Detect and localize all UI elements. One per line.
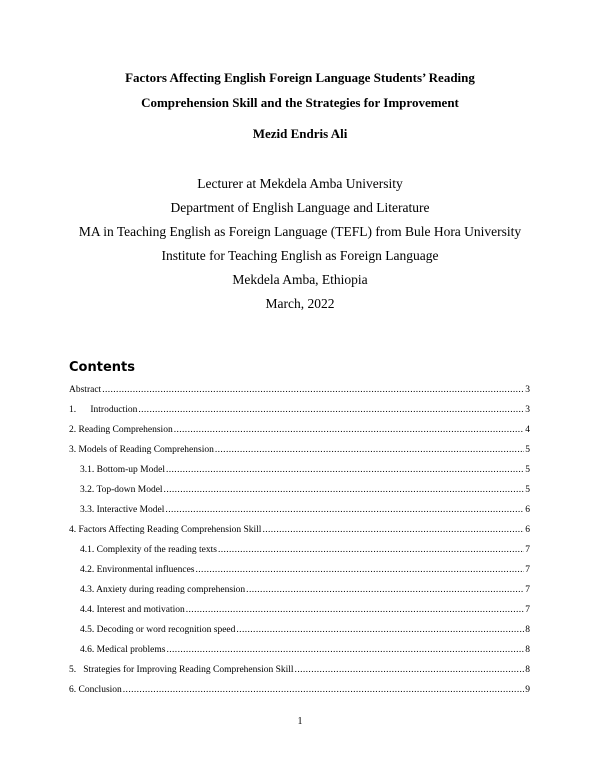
- toc-page-number: 5: [525, 465, 530, 475]
- toc-page-number: 7: [525, 545, 530, 555]
- affiliation-line-4: Institute for Teaching English as Foreign Language: [161, 248, 439, 263]
- toc-leader: [236, 624, 524, 636]
- title-line-2: Comprehension Skill and the Strategies for Improvement: [141, 95, 459, 110]
- title-line-1: Factors Affecting English Foreign Language Students’ Reading: [125, 70, 475, 85]
- toc-entry[interactable]: [69, 444, 530, 456]
- toc-entry[interactable]: [69, 684, 530, 696]
- toc-page-number: 7: [525, 565, 530, 575]
- toc-page-number: 8: [525, 625, 530, 635]
- toc-leader: [138, 404, 524, 416]
- toc-leader: [186, 604, 525, 616]
- toc-entry-label: 4. Factors Affecting Reading Comprehension Skill: [69, 525, 262, 535]
- toc-entry[interactable]: [69, 424, 530, 436]
- toc-page-number: 7: [525, 585, 530, 595]
- toc-page-number: 8: [525, 645, 530, 655]
- toc-leader: [218, 544, 524, 556]
- toc-entry-label: 4.3. Anxiety during reading comprehension: [80, 585, 246, 595]
- toc-entry-label: Abstract: [69, 385, 102, 395]
- toc-page-number: 8: [525, 665, 530, 675]
- toc-entry-label: 3.2. Top-down Model: [80, 485, 163, 495]
- page-number: 1: [297, 716, 303, 727]
- contents-heading: Contents: [69, 360, 135, 375]
- toc-entry-label: 3.3. Interactive Model: [80, 505, 165, 515]
- toc-page-number: 3: [525, 405, 530, 415]
- toc-leader: [174, 424, 525, 436]
- toc-leader: [164, 484, 525, 496]
- toc-leader: [123, 684, 524, 696]
- toc-entry[interactable]: [80, 544, 530, 556]
- affiliation-line-5: Mekdela Amba, Ethiopia: [232, 272, 368, 287]
- toc-entry[interactable]: [69, 404, 530, 416]
- toc-entry[interactable]: [80, 464, 530, 476]
- affiliation-line-3: MA in Teaching English as Foreign Language (TEFL) from Bule Hora University: [78, 224, 522, 239]
- affiliation-line-1: Lecturer at Mekdela Amba University: [197, 176, 403, 191]
- toc-entry-label: 6. Conclusion: [69, 685, 122, 695]
- toc-leader: [295, 664, 525, 676]
- toc-entry-label: 4.2. Environmental influences: [80, 565, 195, 575]
- toc-entry[interactable]: [80, 564, 530, 576]
- toc-entry[interactable]: [69, 664, 530, 676]
- author-name: Mezid Endris Ali: [252, 126, 348, 141]
- toc-entry-label: 4.4. Interest and motivation: [80, 605, 185, 615]
- toc-leader: [166, 644, 524, 656]
- toc-entry[interactable]: [80, 484, 530, 496]
- toc-entry[interactable]: [80, 624, 530, 636]
- toc-page-number: 5: [525, 445, 530, 455]
- toc-leader: [246, 584, 524, 596]
- toc-leader: [165, 504, 524, 516]
- toc-entry[interactable]: [80, 584, 530, 596]
- toc-entry-label: 2. Reading Comprehension: [69, 425, 173, 435]
- toc-page-number: 3: [525, 385, 530, 395]
- toc-entry[interactable]: [69, 384, 530, 396]
- toc-leader: [102, 384, 524, 396]
- toc-entry[interactable]: [80, 504, 530, 516]
- toc-entry-label: 4.1. Complexity of the reading texts: [80, 545, 217, 555]
- toc-entry[interactable]: [80, 644, 530, 656]
- toc-page-number: 5: [525, 485, 530, 495]
- toc-entry-label: 4.6. Medical problems: [80, 645, 166, 655]
- toc-entry-label: 3.1. Bottom-up Model: [80, 465, 165, 475]
- toc-page-number: 7: [525, 605, 530, 615]
- affiliation-line-2: Department of English Language and Literature: [170, 200, 430, 215]
- toc-entry[interactable]: [69, 524, 530, 536]
- toc-entry-label: 1. Introduction: [69, 405, 138, 415]
- toc-leader: [215, 444, 524, 456]
- toc-leader: [262, 524, 524, 536]
- toc-leader: [196, 564, 525, 576]
- date-line: March, 2022: [265, 296, 335, 311]
- toc-entry-label: 4.5. Decoding or word recognition speed: [80, 625, 236, 635]
- toc-entry[interactable]: [80, 604, 530, 616]
- toc-entry-label: 5. Strategies for Improving Reading Comprehension Skill: [69, 665, 294, 675]
- toc-page-number: 6: [525, 525, 530, 535]
- toc-entry-label: 3. Models of Reading Comprehension: [69, 445, 214, 455]
- toc-page-number: 9: [525, 685, 530, 695]
- toc-page-number: 6: [525, 505, 530, 515]
- toc-leader: [166, 464, 524, 476]
- toc-page-number: 4: [525, 425, 530, 435]
